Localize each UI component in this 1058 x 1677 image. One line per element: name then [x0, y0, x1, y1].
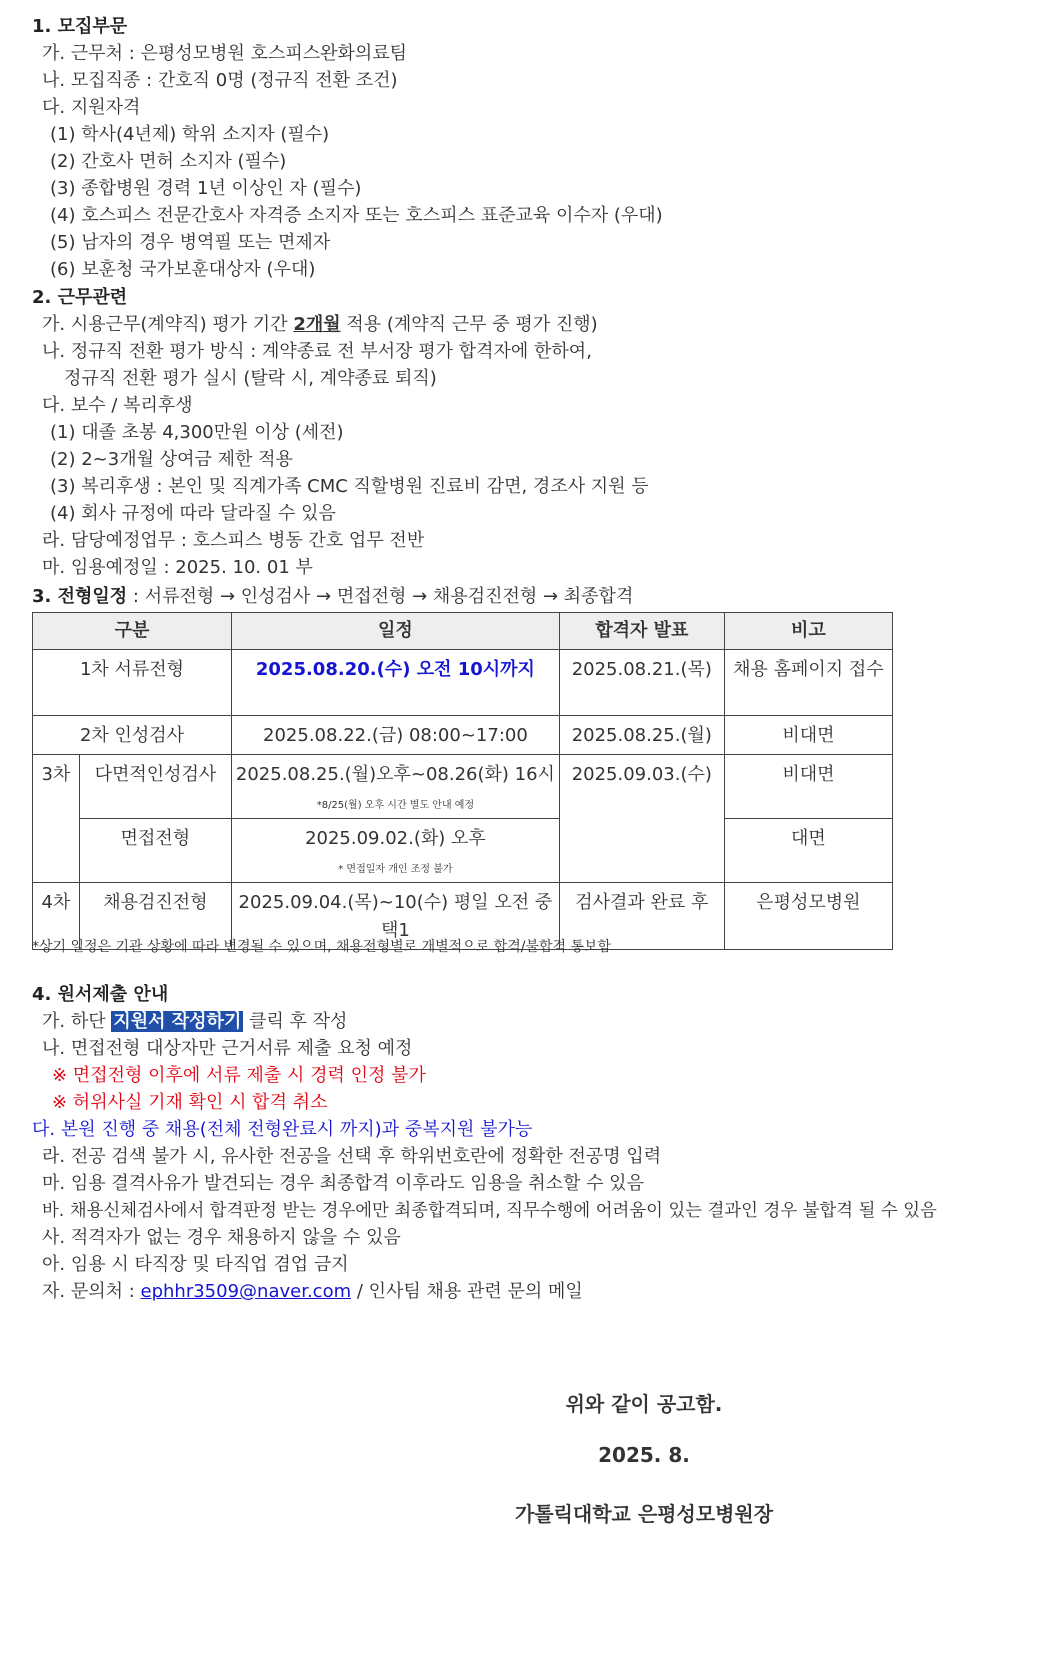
- table-header-row: [33, 613, 893, 650]
- table-row: [33, 819, 893, 883]
- schedule-text: 2025.09.02.(화) 오후: [305, 828, 486, 849]
- col-header: 비고: [724, 613, 892, 650]
- table-row: [33, 755, 893, 819]
- conversion-line1: 나. 정규직 전환 평가 방식 : 계약종료 전 부서장 평가 합격자에 한하여,: [42, 341, 592, 362]
- probation-text-end: 적용 (계약직 근무 중 평가 진행): [340, 314, 598, 335]
- apply-text-end: 클릭 후 작성: [243, 1011, 348, 1032]
- pay-item: (1) 대졸 초봉 4,300만원 이상 (세전): [50, 422, 344, 443]
- probation: [42, 312, 598, 338]
- schedule-footnote: *8/25(월) 오후 시간 별도 안내 예정: [316, 800, 475, 811]
- section3-heading: [32, 584, 633, 610]
- apply-instruction: [42, 1009, 347, 1035]
- side-job-notice: 아. 임용 시 타직장 및 타직업 겸업 금지: [42, 1254, 349, 1275]
- pay-item: (3) 복리후생 : 본인 및 직계가족 CMC 직할병원 진료비 감면, 경조사 지원 등: [50, 476, 649, 497]
- qualification-item: (3) 종합병원 경력 1년 이상인 자 (필수): [50, 178, 362, 199]
- closing-signer: 가톨릭대학교 은평성모병원장: [514, 1502, 774, 1526]
- duplicate-notice: 다. 본원 진행 중 채용(전체 전형완료시 까지)과 중복지원 불가능: [32, 1119, 533, 1140]
- col-header: 구분: [33, 613, 232, 650]
- position: 나. 모집직종 : 간호직 0명 (정규직 전환 조건): [42, 70, 398, 91]
- qualification-item: (5) 남자의 경우 병역필 또는 면제자: [50, 232, 331, 253]
- schedule-footnote: * 면접일자 개인 조정 불가: [338, 864, 453, 875]
- result-cell: 2025.09.03.(수): [559, 755, 724, 883]
- schedule-table: [32, 612, 893, 950]
- pay-label: 다. 보수 / 복리후생: [42, 395, 193, 416]
- schedule-cell: [232, 755, 560, 819]
- note-cell: 비대면: [724, 716, 892, 755]
- schedule-text: 2025.08.25.(월)오후~08.26(화) 16시: [235, 764, 555, 785]
- section3-title: 3. 전형일정: [32, 586, 128, 607]
- note-cell: 채용 홈페이지 접수: [724, 650, 892, 716]
- qualification-label: 다. 지원자격: [42, 97, 141, 118]
- stage-cell: 1차 서류전형: [33, 650, 232, 716]
- docs-notice: 나. 면접전형 대상자만 근거서류 제출 요청 예정: [42, 1038, 413, 1059]
- result-cell: 2025.08.21.(목): [559, 650, 724, 716]
- note-cell: 비대면: [724, 755, 892, 819]
- contact-description: / 인사팀 채용 관련 문의 메일: [351, 1281, 583, 1302]
- section1-heading: 1. 모집부문: [32, 16, 128, 37]
- warning-career: ※ 면접전형 이후에 서류 제출 시 경력 인정 불가: [52, 1065, 426, 1086]
- schedule-cell: 2025.08.20.(수) 오전 10시까지: [232, 650, 560, 716]
- medical-notice: 바. 채용신체검사에서 합격판정 받는 경우에만 최종합격되며, 직무수행에 어려움이 있는 결과인 경우 불합격 될 수 있음: [42, 1201, 937, 1221]
- schedule-cell: 2025.09.04.(목)~10(수) 평일 오전 중 택1: [232, 883, 560, 950]
- note-cell: 은평성모병원: [724, 883, 892, 950]
- qualification-item: (6) 보훈청 국가보훈대상자 (우대): [50, 259, 316, 280]
- pay-item: (4) 회사 규정에 따라 달라질 수 있음: [50, 503, 336, 524]
- contact-line: [42, 1279, 583, 1305]
- duty: 라. 담당예정업무 : 호스피스 병동 간호 업무 전반: [42, 530, 425, 551]
- col-header: 합격자 발표: [559, 613, 724, 650]
- start-date: 마. 임용예정일 : 2025. 10. 01 부: [42, 557, 313, 578]
- qualification-item: (2) 간호사 면허 소지자 (필수): [50, 151, 287, 172]
- write-application-link[interactable]: 지원서 작성하기: [113, 1011, 242, 1032]
- contact-label: 자. 문의처 :: [42, 1281, 141, 1302]
- stage-cell: 다면적인성검사: [79, 755, 231, 819]
- probation-period: 2개월: [293, 314, 341, 335]
- qualification-item: (1) 학사(4년제) 학위 소지자 (필수): [50, 124, 330, 145]
- table-row: [33, 716, 893, 755]
- round-cell: 3차: [33, 755, 80, 883]
- conversion-line2: 정규직 전환 평가 실시 (탈락 시, 계약종료 퇴직): [64, 368, 437, 389]
- schedule-cell: 2025.08.22.(금) 08:00~17:00: [232, 716, 560, 755]
- schedule-cell: [232, 819, 560, 883]
- round-cell: 4차: [33, 883, 80, 950]
- result-cell: 2025.08.25.(월): [559, 716, 724, 755]
- section2-heading: 2. 근무관련: [32, 287, 128, 308]
- note-cell: 대면: [724, 819, 892, 883]
- contact-email-link[interactable]: ephhr3509@naver.com: [140, 1281, 352, 1302]
- work-place: 가. 근무처 : 은평성모병원 호스피스완화의료팀: [42, 43, 408, 64]
- qualification-item: (4) 호스피스 전문간호사 자격증 소지자 또는 호스피스 표준교육 이수자 (우대): [50, 205, 663, 226]
- apply-text: 가. 하단: [42, 1011, 112, 1032]
- col-header: 일정: [232, 613, 560, 650]
- probation-text: 가. 시용근무(계약직) 평가 기간: [42, 314, 294, 335]
- schedule-footnote: *상기 일정은 기관 상황에 따라 변경될 수 있으며, 채용전형별로 개별적으로 합격/불합격 통보함: [32, 939, 612, 955]
- closing-notice: 위와 같이 공고함.: [565, 1392, 723, 1416]
- stage-cell: 채용검진전형: [79, 883, 231, 950]
- stage-cell: 면접전형: [79, 819, 231, 883]
- warning-false-info: ※ 허위사실 기재 확인 시 합격 취소: [52, 1092, 328, 1113]
- stage-cell: 2차 인성검사: [33, 716, 232, 755]
- major-notice: 라. 전공 검색 불가 시, 유사한 전공을 선택 후 학위번호란에 정확한 전공명 입력: [42, 1146, 662, 1167]
- pay-item: (2) 2~3개월 상여금 제한 적용: [50, 449, 293, 470]
- cancel-notice: 마. 임용 결격사유가 발견되는 경우 최종합격 이후라도 임용을 취소할 수 있음: [42, 1173, 644, 1194]
- closing-date: 2025. 8.: [598, 1443, 690, 1467]
- no-candidate-notice: 사. 적격자가 없는 경우 채용하지 않을 수 있음: [42, 1227, 401, 1248]
- result-cell: 검사결과 완료 후: [559, 883, 724, 950]
- table-row: [33, 650, 893, 716]
- section4-heading: 4. 원서제출 안내: [32, 984, 169, 1005]
- section3-process: : 서류전형 → 인성검사 → 면접전형 → 채용검진전형 → 최종합격: [127, 586, 634, 607]
